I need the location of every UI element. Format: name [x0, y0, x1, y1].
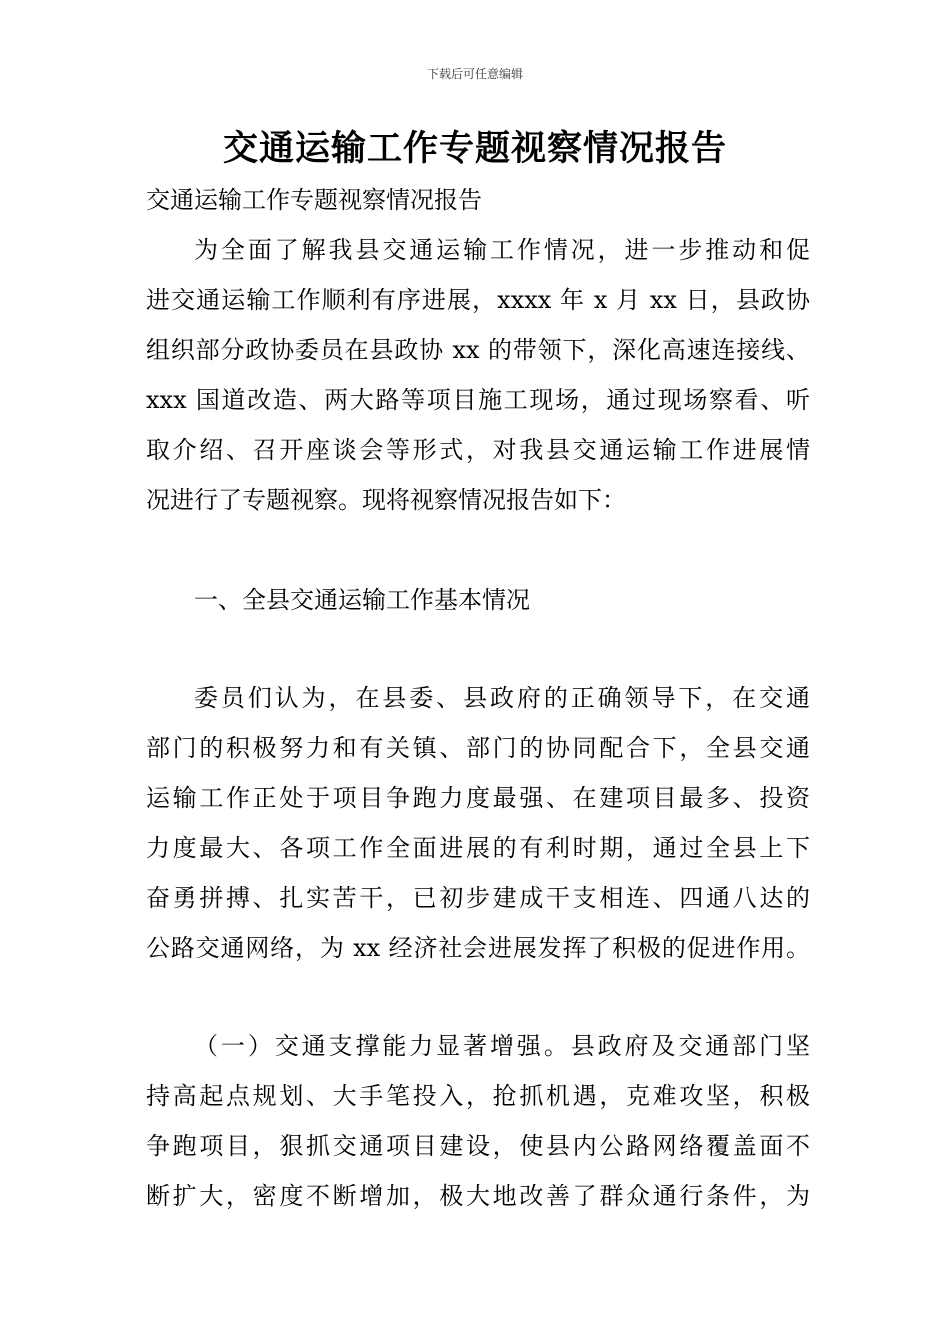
paragraph-line: 进交通运输工作顺利有序进展，xxxx 年 x 月 xx 日，县政协	[146, 286, 810, 314]
paragraph-line: 况进行了专题视察。现将视察情况报告如下：	[146, 486, 626, 514]
paragraph-line: 奋勇拼搏、扎实苦干，已初步建成干支相连、四通八达的	[146, 884, 810, 912]
document-title: 交通运输工作专题视察情况报告	[222, 128, 727, 169]
paragraph-line: 争跑项目，狠抓交通项目建设，使县内公路网络覆盖面不	[146, 1132, 810, 1160]
paragraph-line: （一）交通支撑能力显著增强。县政府及交通部门坚	[194, 1032, 810, 1060]
section-heading: 一、全县交通运输工作基本情况	[194, 586, 530, 614]
paragraph-line: 为全面了解我县交通运输工作情况，进一步推动和促	[194, 236, 810, 264]
paragraph-line: 部门的积极努力和有关镇、部门的协同配合下，全县交通	[146, 734, 810, 762]
paragraph-line: 取介绍、召开座谈会等形式，对我县交通运输工作进展情	[146, 436, 810, 464]
paragraph-line: xxx 国道改造、两大路等项目施工现场，通过现场察看、听	[146, 386, 810, 414]
paragraph-line: 持高起点规划、大手笔投入，抢抓机遇，克难攻坚，积极	[146, 1082, 810, 1110]
paragraph-line: 运输工作正处于项目争跑力度最强、在建项目最多、投资	[146, 784, 810, 812]
paragraph-line: 公路交通网络，为 xx 经济社会进展发挥了积极的促进作用。	[146, 934, 810, 962]
paragraph-line: 力度最大、各项工作全面进展的有利时期，通过全县上下	[146, 834, 810, 862]
header-note: 下载后可任意编辑	[426, 67, 523, 81]
document-subtitle: 交通运输工作专题视察情况报告	[146, 186, 482, 214]
paragraph-line: 委员们认为，在县委、县政府的正确领导下，在交通	[194, 684, 810, 712]
paragraph-line: 组织部分政协委员在县政协 xx 的带领下，深化高速连接线、	[146, 336, 810, 364]
paragraph-line: 断扩大，密度不断增加，极大地改善了群众通行条件，为	[146, 1182, 810, 1210]
